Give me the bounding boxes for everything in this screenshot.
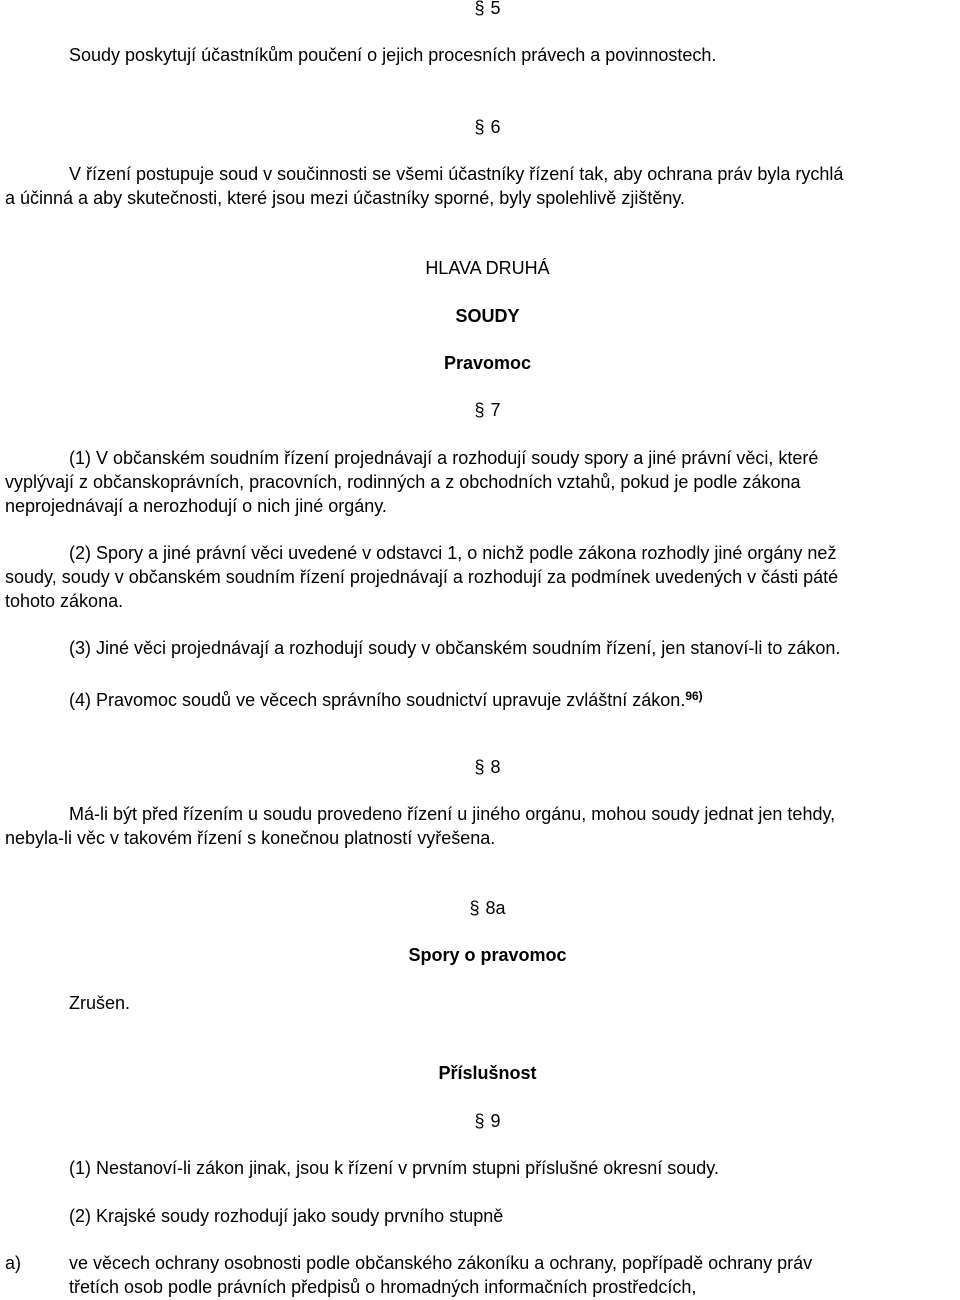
section-sign: § bbox=[474, 1111, 485, 1131]
subchapter-title: Pravomoc bbox=[443, 353, 532, 373]
chapter-title: SOUDY bbox=[455, 306, 520, 326]
paragraph-6-line-2: a účinná a aby skutečnosti, které jsou mezi účastníky sporné, byly spolehlivě zjištěny. bbox=[5, 188, 686, 208]
section-number: 9 bbox=[490, 1111, 501, 1131]
paragraph-7-2-line-1: (2) Spory a jiné právní věci uvedené v odstavci 1, o nichž podle zákona rozhodly jiné orgány než bbox=[69, 543, 837, 563]
section-number: 8a bbox=[485, 898, 506, 918]
section-number: 6 bbox=[490, 117, 501, 137]
subchapter-title: Příslušnost bbox=[438, 1063, 537, 1083]
paragraph-9-1: (1) Nestanoví-li zákon jinak, jsou k řízení v prvním stupni příslušné okresní soudy. bbox=[69, 1158, 719, 1178]
paragraph-8-line-1: Má-li být před řízením u soudu provedeno řízení u jiného orgánu, mohou soudy jednat jen tehdy, bbox=[69, 804, 836, 824]
paragraph-9-2: (2) Krajské soudy rozhodují jako soudy prvního stupně bbox=[69, 1206, 504, 1226]
section-7-heading bbox=[0, 398, 960, 422]
section-6-heading bbox=[0, 115, 960, 139]
section-5-heading bbox=[0, 0, 960, 20]
paragraph-7-2-line-3: tohoto zákona. bbox=[5, 591, 124, 611]
list-item-line-2: třetích osob podle právních předpisů o hromadných informačních prostředcích, bbox=[69, 1277, 697, 1297]
section-8a-title: Spory o pravomoc bbox=[408, 945, 567, 965]
paragraph-7-4-text: (4) Pravomoc soudů ve věcech správního soudnictví upravuje zvláštní zákon. bbox=[69, 690, 686, 710]
list-item-line-1: ve věcech ochrany osobnosti podle občanského zákoníku a ochrany, popřípadě ochrany práv bbox=[69, 1253, 813, 1273]
paragraph-7-4 bbox=[69, 684, 703, 712]
chapter-heading: HLAVA DRUHÁ bbox=[425, 258, 550, 278]
section-number: 8 bbox=[490, 757, 501, 777]
paragraph-5-text: Soudy poskytují účastníkům poučení o jejich procesních právech a povinnostech. bbox=[69, 45, 717, 65]
section-8-heading bbox=[0, 755, 960, 779]
section-9-heading bbox=[0, 1109, 960, 1133]
paragraph-7-1-line-1: (1) V občanském soudním řízení projednávají a rozhodují soudy spory a jiné právní věci, které bbox=[69, 448, 819, 468]
section-sign: § bbox=[474, 400, 485, 420]
paragraph-8-line-2: nebyla-li věc v takovém řízení s konečnou platností vyřešena. bbox=[5, 828, 496, 848]
list-item-label: a) bbox=[5, 1253, 22, 1273]
section-sign: § bbox=[474, 0, 485, 18]
paragraph-8a-text: Zrušen. bbox=[69, 993, 131, 1013]
section-sign: § bbox=[474, 117, 485, 137]
paragraph-7-3: (3) Jiné věci projednávají a rozhodují soudy v občanském soudním řízení, jen stanoví-li to zákon. bbox=[69, 638, 841, 658]
section-sign: § bbox=[474, 757, 485, 777]
paragraph-7-2-line-2: soudy, soudy v občanském soudním řízení projednávají a rozhodují za podmínek uvedených v části páté bbox=[5, 567, 839, 587]
section-number: 7 bbox=[490, 400, 501, 420]
section-number: 5 bbox=[490, 0, 501, 18]
section-sign: § bbox=[469, 898, 480, 918]
paragraph-6-line-1: V řízení postupuje soud v součinnosti se všemi účastníky řízení tak, aby ochrana práv byla rychlá bbox=[69, 164, 844, 184]
paragraph-7-1-line-2: vyplývají z občanskoprávních, pracovních, rodinných a z obchodních vztahů, pokud je podle zákona bbox=[5, 472, 801, 492]
footnote-reference: 96) bbox=[685, 689, 703, 703]
paragraph-7-1-line-3: neprojednávají a nerozhodují o nich jiné orgány. bbox=[5, 496, 387, 516]
section-8a-heading bbox=[0, 896, 960, 920]
